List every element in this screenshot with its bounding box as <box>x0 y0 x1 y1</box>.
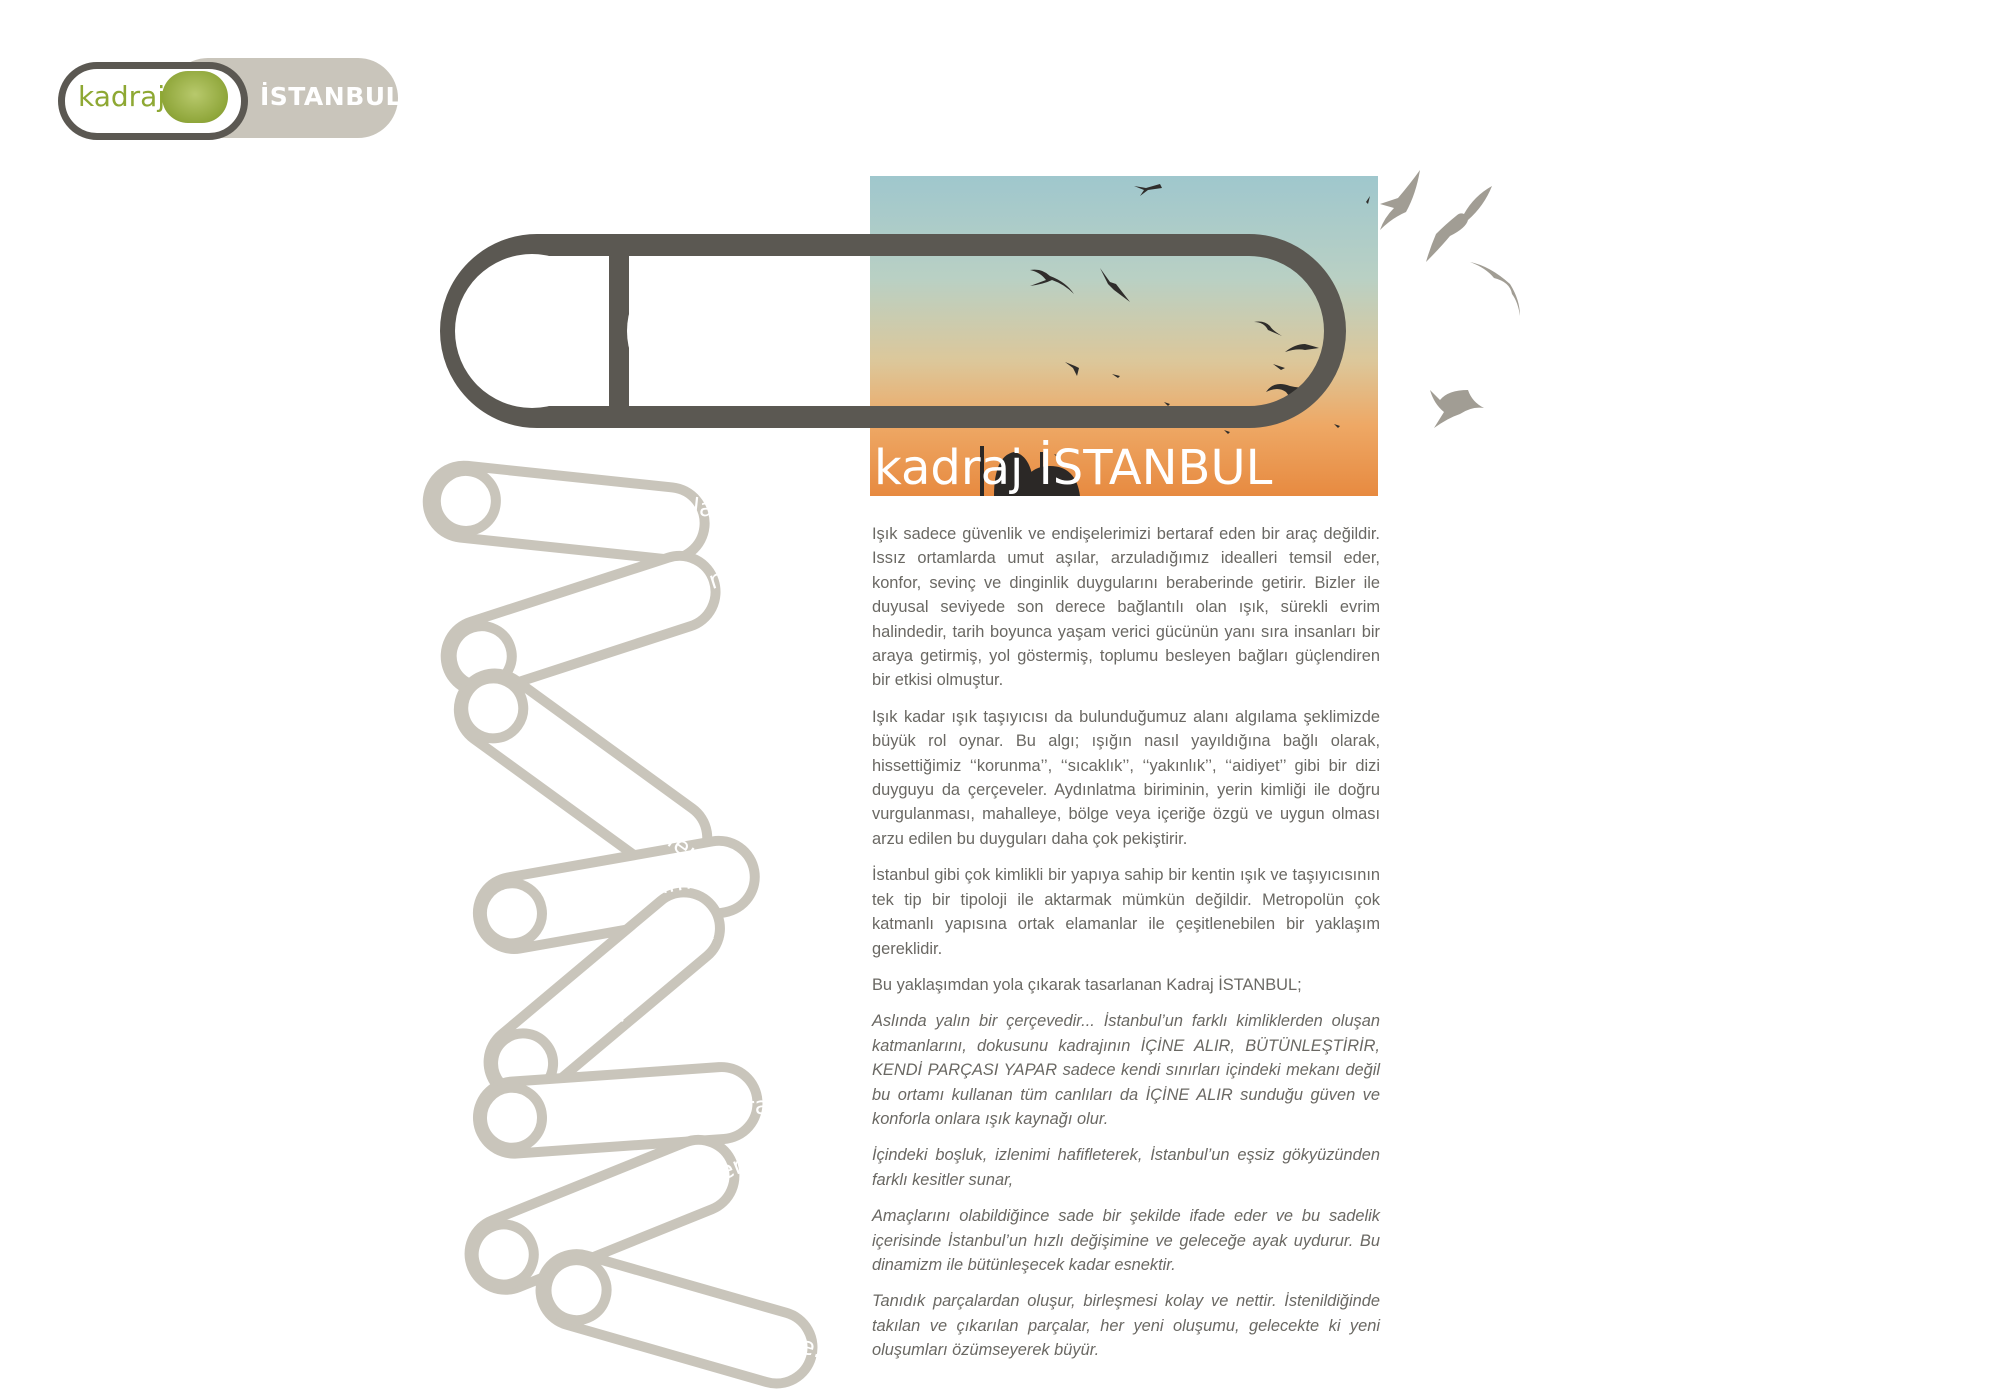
paragraph-3: İstanbul gibi çok kimlikli bir yapıya sahip bir kentin ışık ve taşıyıcısının tek tip bir tipoloji ile aktarmak mümkün değildir. Metropolün çok katmanlı yapısına ortak elamanlar ile çeşitlenebilen bir yaklaşım gereklidir. <box>872 866 1380 958</box>
paragraph-5: Aslında yalın bir çerçevedir... İstanbul’un farklı kimliklerden oluşan katmanlarını, dokusunu kadrajının İÇİNE ALIR, BÜTÜNLEŞTİRİR, KENDİ PARÇASI YAPAR sadece kendi sınırları içindeki mekanı değil bu ortamı kullanan tüm canlıları da İÇİNE ALIR sunduğu güven ve konforla onlara ışık kaynağı olur. <box>872 1012 1380 1128</box>
side-label-1: tarihi katmanlar <box>531 476 726 524</box>
side-label-4: farklı kimlikler <box>578 856 751 914</box>
side-label-6: istanbul bir kadraj <box>558 1090 777 1134</box>
side-label-5: hep birlikte... <box>580 919 720 1044</box>
gull-silhouettes-icon <box>1360 150 1560 460</box>
logo-word: kadraj <box>78 80 166 113</box>
side-labels <box>0 0 900 1400</box>
paragraph-1: Işık sadece güvenlik ve endişelerimizi bertaraf eden bir araç değildir. Issız ortamlarda umut aşılar, arzuladığımız idealleri temsil eder, konfor, sevinç ve dinginlik duygularını beraberinde getirir. Bizler ile duyusal seviyede son derece bağlantılı olan ışık, sürekli evrim halindedir, tarih boyunca yaşam verici gücünün yanı sıra insanları bir araya getirmiş, yol göstermiş, toplumu besleyen bağları güçlendiren bir etkisi olmuştur. <box>872 525 1380 690</box>
side-label-3: farklı hikayeler <box>543 740 705 868</box>
paragraph-6: İçindeki boşluk, izlenimi hafifleterek, İstanbul’un eşsiz gökyüzünden farklı kesitler sunar, <box>872 1146 1380 1189</box>
side-label-8: fotoğraftaki de... <box>640 1286 841 1369</box>
logo-city: İSTANBUL <box>260 82 402 111</box>
hero-title: kadraj İSTANBUL <box>874 440 1273 496</box>
paragraph-8: Tanıdık parçalardan oluşur, birleşmesi kolay ve nettir. İstenildiğinde takılan ve çıkarılan parçalar, her yeni oluşumu, gelecekte ki yeni oluşumları özümseyerek büyür. <box>872 1292 1380 1360</box>
side-label-7: bakan göz de sensin <box>546 1135 785 1254</box>
paragraph-2: Işık kadar ışık taşıyıcısı da bulunduğumuz alanı algılama şeklimizde büyük rol oynar. Bu algı; ışığın nasıl yayıldığına bağlı olarak, hissettiğimiz ‘‘korunma’’, ‘‘sıcaklık’’, ‘‘yakınlık’’, ‘‘aidiyet’’ gibi bir dizi duyguyu da çerçeveler. Aydınlatma biriminin, yerin kimliği ile doğru vurgulanması, mahalleye, bölge veya içeriğe özgü ve uygun olması arzu edilen bu duyguları daha çok pekiştirir. <box>872 707 1380 848</box>
article-body <box>872 522 1380 1375</box>
paragraph-4: Bu yaklaşımdan yola çıkarak tasarlanan Kadraj İSTANBUL; <box>872 975 1302 994</box>
side-label-2: kültürel katmanlar <box>540 553 759 649</box>
paragraph-7: Amaçlarını olabildiğince sade bir şekilde ifade eder ve bu sadelik içerisinde İstanbul’un hızlı değişimine ve geleceğe ayak uydurur. Bu dinamizm ile bütünleşecek kadar esnektir. <box>872 1207 1380 1274</box>
